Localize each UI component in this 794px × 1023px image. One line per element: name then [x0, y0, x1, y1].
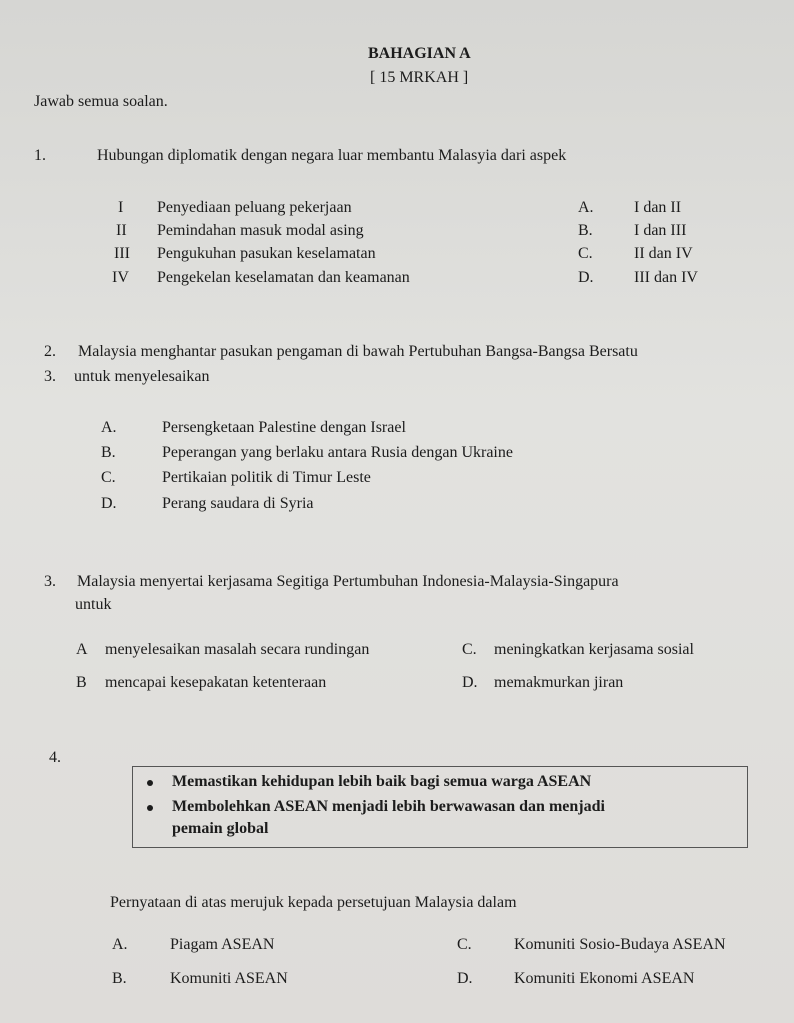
q3-option-text: menyelesaikan masalah secara rundingan [105, 641, 370, 658]
q3-option-text: memakmurkan jiran [494, 674, 624, 691]
q4-box-point: Memastikan kehidupan lebih baik bagi semua warga ASEAN [172, 773, 592, 790]
q1-statement-text: Pengukuhan pasukan keselamatan [157, 245, 376, 262]
q2-number-line2: 3. [44, 368, 56, 385]
q1-statement-roman: II [116, 222, 127, 239]
q2-option-letter: A. [101, 419, 117, 436]
q1-statement-text: Pengekelan keselamatan dan keamanan [157, 269, 410, 286]
q3-stem-line2: untuk [75, 596, 112, 613]
q4-option-letter: C. [457, 936, 472, 953]
section-title: BAHAGIAN A [368, 45, 471, 62]
q4-number: 4. [49, 749, 61, 766]
q4-box-point-continuation: pemain global [172, 820, 269, 837]
q1-statement-roman: III [114, 245, 130, 262]
q1-statement-roman: I [118, 199, 124, 216]
q1-option-text: I dan III [634, 222, 687, 239]
q3-number: 3. [44, 573, 56, 590]
q4-option-text: Komuniti ASEAN [170, 970, 288, 987]
q2-option-letter: D. [101, 495, 117, 512]
instruction: Jawab semua soalan. [34, 93, 168, 110]
q4-option-letter: A. [112, 936, 128, 953]
q3-option-letter: B [76, 674, 87, 691]
q3-option-letter: C. [462, 641, 477, 658]
q1-statement-text: Pemindahan masuk modal asing [157, 222, 364, 239]
q1-option-letter: D. [578, 269, 594, 286]
bullet-icon [147, 805, 153, 811]
q4-box-point: Membolehkan ASEAN menjadi lebih berwawasan dan menjadi [172, 798, 605, 815]
q4-option-text: Komuniti Sosio-Budaya ASEAN [514, 936, 726, 953]
q4-option-text: Komuniti Ekonomi ASEAN [514, 970, 695, 987]
q3-option-text: mencapai kesepakatan ketenteraan [105, 674, 327, 691]
q2-option-letter: B. [101, 444, 116, 461]
q1-option-text: III dan IV [634, 269, 698, 286]
q2-option-letter: C. [101, 469, 116, 486]
q4-option-letter: D. [457, 970, 473, 987]
q1-statement-text: Penyediaan peluang pekerjaan [157, 199, 352, 216]
q1-statement-roman: IV [112, 269, 129, 286]
q2-option-text: Perang saudara di Syria [162, 495, 314, 512]
marks-label: [ 15 MRKAH ] [370, 69, 469, 86]
q3-option-letter: A [76, 641, 88, 658]
q1-option-letter: A. [578, 199, 594, 216]
q1-option-text: I dan II [634, 199, 682, 216]
q1-option-letter: C. [578, 245, 593, 262]
q3-option-letter: D. [462, 674, 478, 691]
q4-stem: Pernyataan di atas merujuk kepada persetujuan Malaysia dalam [110, 894, 517, 911]
q2-option-text: Peperangan yang berlaku antara Rusia dengan Ukraine [162, 444, 513, 461]
q3-stem-line1: Malaysia menyertai kerjasama Segitiga Pertumbuhan Indonesia-Malaysia-Singapura [77, 573, 619, 590]
q2-option-text: Pertikaian politik di Timur Leste [162, 469, 371, 486]
q2-option-text: Persengketaan Palestine dengan Israel [162, 419, 406, 436]
q1-option-text: II dan IV [634, 245, 693, 262]
q1-stem: Hubungan diplomatik dengan negara luar membantu Malasyia dari aspek [97, 147, 567, 164]
q2-stem-line2: untuk menyelesaikan [74, 368, 210, 385]
q3-option-text: meningkatkan kerjasama sosial [494, 641, 694, 658]
bullet-icon [147, 780, 153, 786]
q2-number: 2. [44, 343, 56, 360]
q1-option-letter: B. [578, 222, 593, 239]
q4-option-letter: B. [112, 970, 127, 987]
q2-stem-line1: Malaysia menghantar pasukan pengaman di bawah Pertubuhan Bangsa-Bangsa Bersatu [78, 343, 638, 360]
q4-option-text: Piagam ASEAN [170, 936, 275, 953]
q1-number: 1. [34, 147, 46, 164]
